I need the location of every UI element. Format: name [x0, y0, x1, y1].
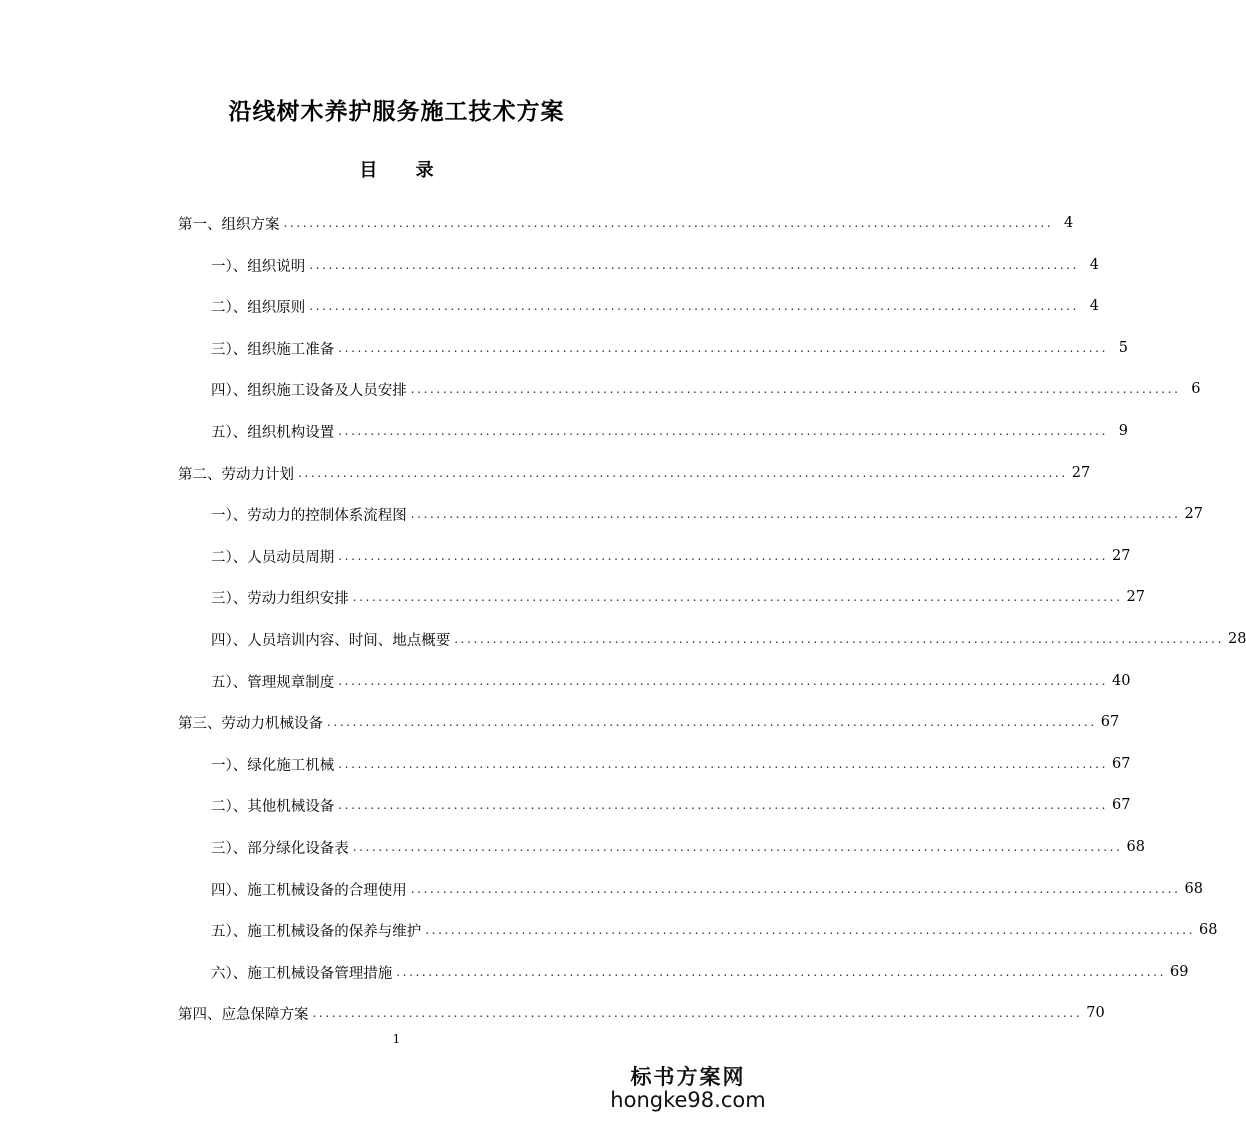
toc-entry-label: 三）、组织施工准备 — [211, 341, 335, 358]
toc-entry-page: 68 — [1184, 881, 1203, 897]
toc-leader-dots: ........................................................................................................................ — [410, 507, 1181, 521]
toc-leader-dots: ........................................................................................................................ — [410, 382, 1181, 396]
toc-leader-dots: ........................................................................................................................ — [338, 757, 1108, 771]
toc-entry-page: 27 — [1184, 506, 1203, 522]
toc-leader-dots: ........................................................................................................................ — [410, 882, 1181, 896]
toc-entry-page: 27 — [1111, 548, 1131, 564]
toc-entry-page: 6 — [1191, 381, 1201, 397]
toc-entry-label: 四）、施工机械设备的合理使用 — [211, 882, 407, 899]
toc-entry-page: 9 — [1118, 423, 1128, 439]
watermark-logo — [603, 1061, 773, 1112]
toc-entry-label: 四）、人员培训内容、时间、地点概要 — [211, 632, 451, 649]
toc-entry[interactable] — [211, 296, 1099, 316]
toc-entry[interactable] — [178, 712, 1120, 732]
toc-entry-label: 三）、部分绿化设备表 — [211, 840, 349, 857]
toc-entry[interactable] — [211, 504, 1203, 524]
toc-entry-page: 4 — [1089, 257, 1099, 273]
toc-entry[interactable] — [211, 837, 1145, 857]
toc-entry-label: 二）、人员动员周期 — [211, 549, 335, 566]
toc-entry[interactable] — [178, 1003, 1105, 1023]
watermark-text-cn: 标书方案网 — [630, 1065, 746, 1089]
toc-entry-label: 一）、绿化施工机械 — [211, 757, 335, 774]
toc-entry-label: 二）、其他机械设备 — [211, 798, 335, 815]
toc-entry-label: 二）、组织原则 — [211, 299, 306, 316]
toc-entry-page: 68 — [1198, 922, 1218, 938]
toc-entry-label: 第三、劳动力机械设备 — [178, 715, 323, 732]
toc-entry-page: 27 — [1071, 465, 1091, 481]
toc-entry-page: 70 — [1086, 1005, 1105, 1021]
page-number: 1 — [392, 1032, 401, 1046]
toc-entry-page: 5 — [1118, 340, 1128, 356]
toc-entry-page: 69 — [1169, 964, 1189, 980]
toc-entry-label: 五）、管理规章制度 — [211, 674, 335, 691]
toc-entry[interactable] — [178, 213, 1074, 233]
toc-leader-dots: ........................................................................................................................ — [309, 258, 1079, 272]
toc-entry-page: 4 — [1064, 215, 1074, 231]
toc-entry[interactable] — [211, 920, 1218, 940]
toc-entry-page: 40 — [1111, 673, 1131, 689]
document-title: 沿线树木养护服务施工技术方案 — [228, 98, 565, 125]
toc-entry-label: 四）、组织施工设备及人员安排 — [211, 382, 407, 399]
toc-entry[interactable] — [211, 754, 1131, 774]
toc-leader-dots: ........................................................................................................................ — [327, 715, 1097, 729]
toc-heading: 目 录 — [359, 160, 450, 181]
toc-leader-dots: ........................................................................................................................ — [338, 424, 1108, 438]
toc-entry-page: 4 — [1089, 298, 1099, 314]
toc-entry[interactable] — [211, 671, 1131, 691]
toc-leader-dots: ........................................................................................................................ — [396, 965, 1166, 979]
toc-entry[interactable] — [211, 879, 1203, 899]
toc-entry-page: 67 — [1111, 756, 1131, 772]
toc-leader-dots: ........................................................................................................................ — [298, 466, 1068, 480]
toc-entry[interactable] — [211, 587, 1145, 607]
toc-entry[interactable] — [211, 338, 1128, 358]
toc-leader-dots: ........................................................................................................................ — [425, 923, 1195, 937]
toc-leader-dots: ........................................................................................................................ — [338, 674, 1108, 688]
toc-leader-dots: ........................................................................................................................ — [312, 1006, 1083, 1020]
toc-entry-page: 28 — [1227, 631, 1246, 647]
toc-leader-dots: ........................................................................................................................ — [283, 216, 1054, 230]
watermark-text-en: hongke98.com — [610, 1088, 766, 1112]
toc-entry-label: 一）、组织说明 — [211, 258, 306, 275]
toc-leader-dots: ........................................................................................................................ — [454, 632, 1224, 646]
toc-entry-page: 27 — [1126, 589, 1145, 605]
toc-entry-label: 第一、组织方案 — [178, 216, 280, 233]
toc-leader-dots: ........................................................................................................................ — [338, 341, 1108, 355]
toc-entry-page: 67 — [1111, 797, 1131, 813]
toc-entry[interactable] — [211, 546, 1131, 566]
toc-entry-label: 六）、施工机械设备管理措施 — [211, 965, 393, 982]
toc-entry[interactable] — [178, 463, 1091, 483]
toc-entry-label: 三）、劳动力组织安排 — [211, 590, 349, 607]
toc-entry[interactable] — [211, 629, 1246, 649]
toc-entry-label: 第四、应急保障方案 — [178, 1006, 309, 1023]
toc-entry-label: 一）、劳动力的控制体系流程图 — [211, 507, 407, 524]
toc-entry[interactable] — [211, 962, 1189, 982]
toc-leader-dots: ........................................................................................................................ — [309, 299, 1079, 313]
toc-entry-label: 第二、劳动力计划 — [178, 466, 294, 483]
toc-entry-label: 五）、施工机械设备的保养与维护 — [211, 923, 422, 940]
toc-entry-label: 五）、组织机构设置 — [211, 424, 335, 441]
toc-entry[interactable] — [211, 795, 1131, 815]
toc-leader-dots: ........................................................................................................................ — [338, 549, 1108, 563]
toc-leader-dots: ........................................................................................................................ — [352, 840, 1123, 854]
toc-leader-dots: ........................................................................................................................ — [352, 590, 1123, 604]
toc-entry[interactable] — [211, 255, 1099, 275]
toc-entry[interactable] — [211, 421, 1128, 441]
toc-entry-page: 68 — [1126, 839, 1145, 855]
toc-leader-dots: ........................................................................................................................ — [338, 798, 1108, 812]
toc-entry-page: 67 — [1100, 714, 1120, 730]
toc-entry[interactable] — [211, 379, 1201, 399]
